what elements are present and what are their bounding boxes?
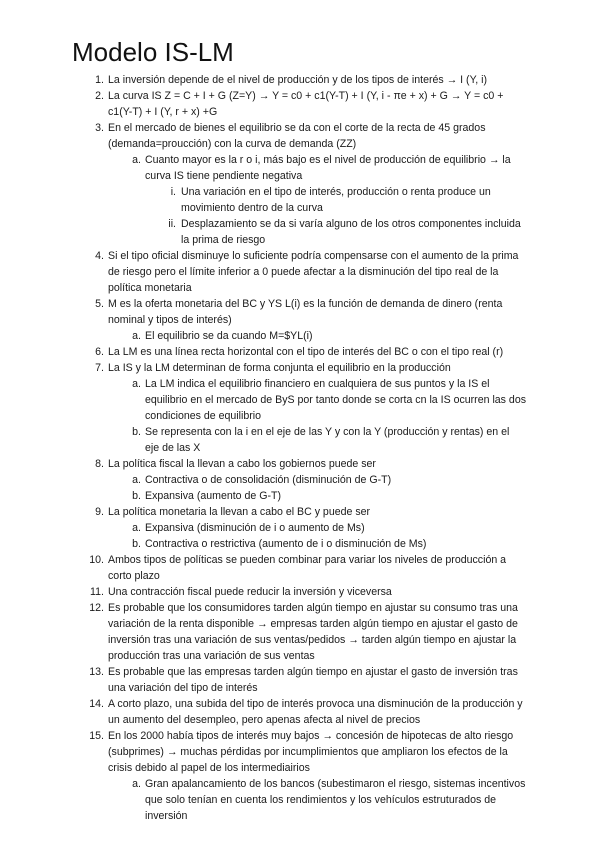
list-item-text: Si el tipo oficial disminuye lo suficiente podría compensarse con el aumento de la prima de riesgo pero el límite inferior a 0 puede afectar a la disminución del tipo real de la política monetaria — [108, 250, 519, 294]
sub-sub-list-item — [0, 216, 600, 248]
list-item-text: La política monetaria la llevan a cabo el BC y puede ser — [108, 506, 371, 518]
list-marker: b. — [132, 538, 141, 550]
list-item-text: Contractiva o de consolidación (disminución de G-T) — [145, 474, 392, 486]
list-item-text: Contractiva o restrictiva (aumento de i o disminución de Ms) — [145, 538, 427, 550]
list-marker: 15. — [89, 730, 104, 742]
list-item-text: A corto plazo, una subida del tipo de interés provoca una disminución de la producción y un aumento del desempleo, pero apenas afecta al nivel de precios — [108, 698, 523, 726]
list-marker: a. — [132, 474, 141, 486]
list-item-text: El equilibrio se da cuando M=$YL(i) — [145, 330, 313, 342]
list-item-text: Desplazamiento se da si varía alguno de los otros componentes incluida la prima de riesgo — [181, 218, 521, 246]
list-item-text: Ambos tipos de políticas se pueden combinar para variar los niveles de producción a corto plazo — [108, 554, 507, 582]
list-item — [0, 728, 600, 776]
list-marker: 7. — [95, 362, 104, 374]
list-marker: a. — [132, 378, 141, 390]
list-marker: 12. — [89, 602, 104, 614]
list-item-text: La inversión depende de el nivel de producción y de los tipos de interés → I (Y, i) — [108, 74, 488, 86]
sub-list-item — [0, 472, 600, 488]
sub-list-item — [0, 536, 600, 552]
list-item-text: Gran apalancamiento de los bancos (subestimaron el riesgo, sistemas incentivos que solo tenían en cuenta los rendimientos y los vehículos estruturados de inversión — [145, 778, 526, 822]
list-item — [0, 552, 600, 584]
numbered-list — [0, 72, 600, 824]
list-item — [0, 120, 600, 152]
list-item — [0, 456, 600, 472]
sub-list-item — [0, 424, 600, 456]
sub-list-item — [0, 376, 600, 424]
list-item-text: La curva IS Z = C + I + G (Z=Y) → Y = c0 + c1(Y-T) + I (Y, i - πe + x) + G → Y = c0 + c1(Y-T) + I (Y, r + x) +G — [108, 90, 504, 118]
list-item-text: M es la oferta monetaria del BC y YS L(i) es la función de demanda de dinero (renta nominal y tipos de interés) — [108, 298, 503, 326]
sub-sub-list-item — [0, 184, 600, 216]
list-marker: a. — [132, 154, 141, 166]
list-item-text: Se representa con la i en el eje de las Y y con la Y (producción y rentas) en el eje de las X — [145, 426, 510, 454]
list-item-text: La LM es una línea recta horizontal con el tipo de interés del BC o con el tipo real (r) — [108, 346, 504, 358]
sub-list-item — [0, 328, 600, 344]
list-marker: a. — [132, 330, 141, 342]
list-item — [0, 696, 600, 728]
list-item — [0, 360, 600, 376]
list-marker: 3. — [95, 122, 104, 134]
list-item-text: Es probable que los consumidores tarden algún tiempo en ajustar su consumo tras una variación de la renta disponible → empresas tarden algún tiempo en ajustar el gasto de inversión tras una variación de sus ventas/pedidos → tarden algún tiempo en ajustar la producción tras una variación de sus ventas — [108, 602, 518, 662]
list-marker: 13. — [89, 666, 104, 678]
list-marker: 10. — [89, 554, 104, 566]
list-item — [0, 248, 600, 296]
sub-list-item — [0, 520, 600, 536]
sub-list-item — [0, 776, 600, 824]
list-marker: 9. — [95, 506, 104, 518]
list-item — [0, 88, 600, 120]
list-marker: a. — [132, 778, 141, 790]
list-item-text: Expansiva (aumento de G-T) — [145, 490, 282, 502]
list-marker: 14. — [89, 698, 104, 710]
list-marker: 8. — [95, 458, 104, 470]
list-item-text: La IS y la LM determinan de forma conjunta el equilibrio en la producción — [108, 362, 451, 374]
list-item-text: En los 2000 había tipos de interés muy bajos → concesión de hipotecas de alto riesgo (subprimes) → muchas pérdidas por incumplimientos que ampliaron los efectos de la crisis debido al papel de los intermediairios — [108, 730, 514, 774]
list-marker: 4. — [95, 250, 104, 262]
list-item-text: Una variación en el tipo de interés, producción o renta produce un movimiento dentro de la curva — [181, 186, 491, 214]
list-item — [0, 296, 600, 328]
list-marker: 6. — [95, 346, 104, 358]
list-marker: ii. — [168, 218, 176, 230]
list-item — [0, 584, 600, 600]
list-item — [0, 344, 600, 360]
list-item-text: Es probable que las empresas tarden algún tiempo en ajustar el gasto de inversión tras una variación del tipo de interés — [108, 666, 518, 694]
page-title: Modelo IS-LM — [72, 37, 234, 67]
list-marker: 5. — [95, 298, 104, 310]
list-item-text: La política fiscal la llevan a cabo los gobiernos puede ser — [108, 458, 376, 470]
sub-list-item — [0, 152, 600, 184]
sub-list-item — [0, 488, 600, 504]
list-item-text: Cuanto mayor es la r o i, más bajo es el nivel de producción de equilibrio → la curva IS tiene pendiente negativa — [145, 154, 511, 182]
list-item — [0, 664, 600, 696]
list-marker: 2. — [95, 90, 104, 102]
list-marker: b. — [132, 426, 141, 438]
list-item-text: La LM indica el equilibrio financiero en cualquiera de sus puntos y la IS el equilibrio en el mercado de ByS por tanto donde se corta cn la IS ocurren las dos condiciones de equilibrio — [145, 378, 527, 422]
list-marker: a. — [132, 522, 141, 534]
list-item-text: En el mercado de bienes el equilibrio se da con el corte de la recta de 45 grados (demanda=proucción) con la curva de demanda (ZZ) — [108, 122, 486, 150]
list-item — [0, 600, 600, 664]
list-item — [0, 504, 600, 520]
list-marker: b. — [132, 490, 141, 502]
list-item-text: Una contracción fiscal puede reducir la inversión y viceversa — [108, 586, 392, 598]
list-marker: 1. — [95, 74, 104, 86]
list-item — [0, 72, 600, 88]
list-item-text: Expansiva (disminución de i o aumento de Ms) — [145, 522, 365, 534]
list-marker: 11. — [90, 586, 104, 598]
list-marker: i. — [170, 186, 176, 198]
